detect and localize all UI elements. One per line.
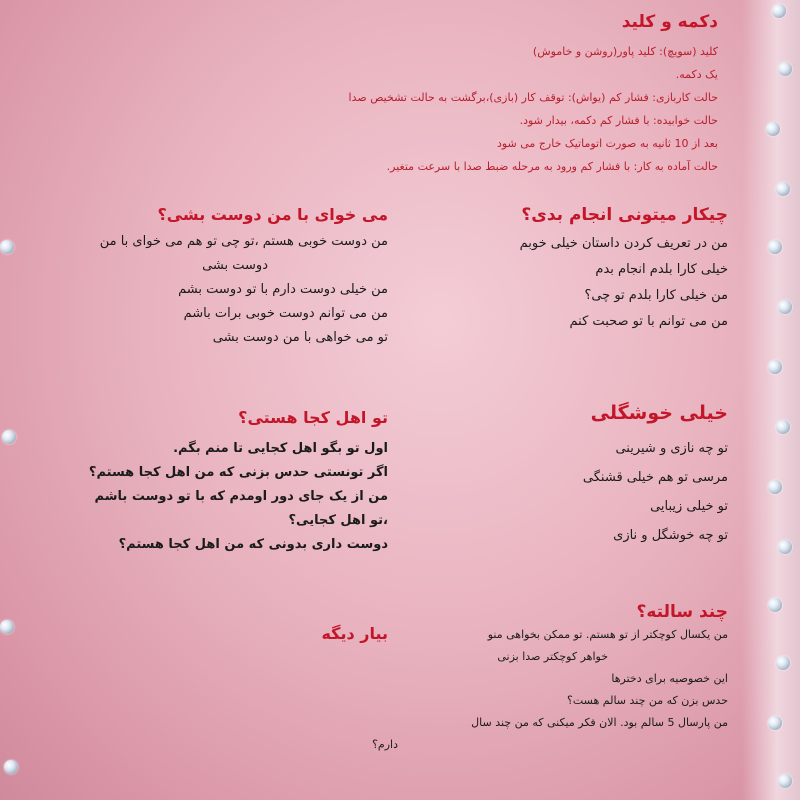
gem-icon bbox=[778, 300, 792, 314]
gem-icon bbox=[776, 656, 790, 670]
section-line: تو چه خوشگل و نازی bbox=[613, 528, 728, 543]
section-line: حالت کاربازی: فشار کم (یواش): توقف کار (بازی)،برگشت به حالت تشخیص صدا bbox=[348, 91, 718, 104]
section-line: تو می خواهی با من دوست بشی bbox=[212, 330, 388, 345]
section-line: مرسی تو هم خیلی قشنگی bbox=[582, 470, 728, 485]
section-line: تو چه نازی و شیرینی bbox=[615, 441, 728, 456]
section-where-from bbox=[28, 408, 388, 557]
section-line: من پارسال 5 سالم بود. الان فکر میکنی که من چند سال bbox=[471, 716, 728, 729]
gem-icon bbox=[766, 122, 780, 136]
gem-icon bbox=[776, 420, 790, 434]
gem-icon bbox=[768, 360, 782, 374]
section-line: حالت آماده به کار: با فشار کم ورود به مرحله ضبط صدا با سرعت متغیر. bbox=[386, 160, 718, 173]
section-title: چیکار میتونی انجام بدی؟ bbox=[521, 205, 728, 225]
section-line: کلید (سویچ): کلید پاور(روشن و خاموش) bbox=[532, 45, 718, 58]
decorative-side-strip bbox=[742, 0, 800, 800]
section-how-old bbox=[348, 602, 728, 756]
section-button-key bbox=[98, 12, 718, 178]
gem-icon bbox=[778, 62, 792, 76]
gem-icon bbox=[776, 182, 790, 196]
section-what-can-you-do bbox=[428, 205, 728, 335]
section-title: خیلی خوشگلی bbox=[590, 402, 728, 424]
section-line: یک دکمه. bbox=[675, 68, 718, 81]
section-title: چند سالته؟ bbox=[636, 602, 728, 622]
section-line: ،تو اهل کجایی؟ bbox=[288, 513, 388, 528]
section-line: من می توانم با تو صحبت کنم bbox=[569, 314, 728, 329]
section-line: من در تعریف کردن داستان خیلی خوبم bbox=[519, 236, 728, 251]
section-line: حالت خوابیده: با فشار کم دکمه، بیدار شود. bbox=[519, 114, 718, 127]
section-more bbox=[228, 624, 388, 643]
section-line: اگر تونستی حدس بزنی که من اهل کجا هستم؟ bbox=[88, 465, 388, 480]
section-line: خواهر کوچکتر صدا بزنی bbox=[497, 650, 608, 663]
gem-icon bbox=[778, 774, 792, 788]
section-line: دوست داری بدونی که من اهل کجا هستم؟ bbox=[118, 537, 388, 552]
gem-icon bbox=[4, 760, 18, 774]
section-title: بیار دیگه bbox=[321, 624, 388, 643]
section-title: دکمه و کلید bbox=[621, 12, 718, 32]
gem-icon bbox=[0, 240, 14, 254]
section-title: تو اهل کجا هستی؟ bbox=[238, 408, 388, 427]
section-line: من دوست خوبی هستم ،تو چی تو هم می خوای با من bbox=[99, 234, 388, 249]
section-line: این خصوصیه برای دخترها bbox=[611, 672, 728, 685]
section-line: من از یک جای دور اومدم که با تو دوست باشم bbox=[94, 489, 388, 504]
section-line: بعد از 10 ثانیه به صورت اتوماتیک خارج می شود bbox=[496, 137, 718, 150]
section-line: اول تو بگو اهل کجایی تا منم بگم. bbox=[173, 441, 388, 456]
section-be-friends bbox=[48, 205, 388, 350]
gem-icon bbox=[2, 430, 16, 444]
gem-icon bbox=[0, 620, 14, 634]
gem-icon bbox=[768, 598, 782, 612]
section-line: دارم؟ bbox=[372, 738, 398, 751]
section-title: می خوای با من دوست بشی؟ bbox=[157, 205, 388, 224]
gem-icon bbox=[768, 240, 782, 254]
section-line: من خیلی کارا بلدم تو چی؟ bbox=[584, 288, 728, 303]
section-line: من خیلی دوست دارم با تو دوست بشم bbox=[178, 282, 388, 297]
section-line: دوست بشی bbox=[202, 258, 268, 273]
section-line: من یکسال کوچکتر از تو هستم. تو ممکن بخواهی منو bbox=[487, 628, 728, 641]
section-line: حدس بزن که من چند سالم هست؟ bbox=[567, 694, 728, 707]
section-line: تو خیلی زیبایی bbox=[650, 499, 728, 514]
gem-icon bbox=[772, 4, 786, 18]
section-line: من می توانم دوست خوبی برات باشم bbox=[183, 306, 388, 321]
section-very-cute bbox=[428, 402, 728, 550]
section-line: خیلی کارا بلدم انجام بدم bbox=[595, 262, 728, 277]
gem-icon bbox=[768, 480, 782, 494]
gem-icon bbox=[778, 540, 792, 554]
gem-icon bbox=[768, 716, 782, 730]
